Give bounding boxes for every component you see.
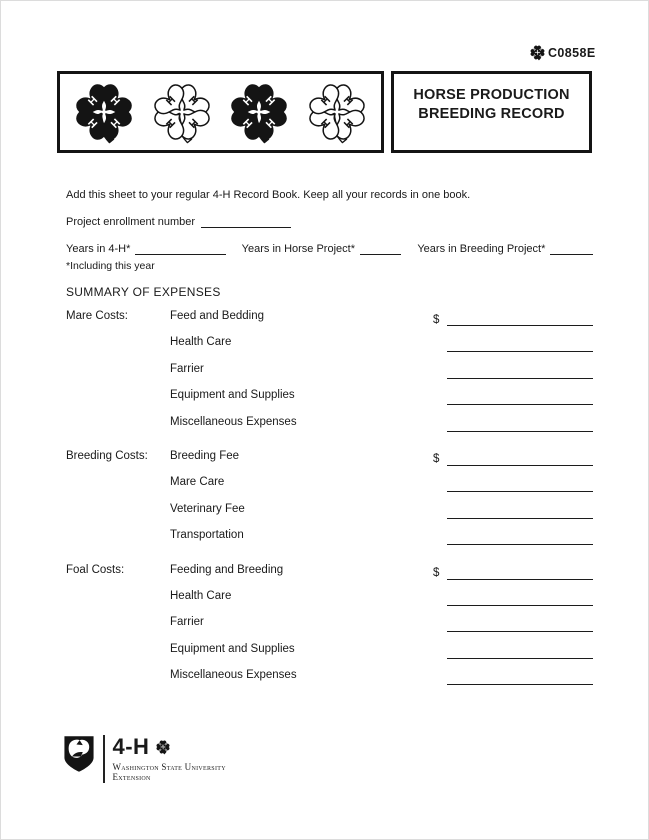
amount-write-in-line[interactable] — [447, 359, 593, 379]
expense-row — [66, 613, 593, 639]
expense-row — [66, 526, 593, 552]
expense-amount-field — [433, 413, 593, 432]
expense-row — [66, 447, 593, 473]
amount-write-in-line[interactable] — [447, 612, 593, 632]
publication-code-text: C0858E — [548, 45, 596, 60]
expense-amount-field — [433, 613, 593, 632]
expense-row — [66, 413, 593, 439]
summary-of-expenses-heading: SUMMARY OF EXPENSES — [66, 285, 221, 299]
expense-amount-field — [433, 333, 593, 352]
currency-sign: $ — [433, 453, 440, 466]
expense-row — [66, 333, 593, 359]
mare-costs-group — [66, 307, 593, 439]
cost-group-label: Foal Costs: — [66, 563, 125, 576]
years-in-breeding-project-write-in-line[interactable] — [550, 242, 593, 255]
expense-amount-field — [433, 360, 593, 379]
currency-sign: $ — [433, 567, 440, 580]
years-in-horse-project-write-in-line[interactable] — [360, 242, 401, 255]
expense-item-label: Farrier — [170, 362, 204, 375]
expense-amount-field — [433, 447, 593, 466]
enrollment-label: Project enrollment number — [66, 216, 196, 228]
years-in-breeding-project-label: Years in Breeding Project* — [417, 243, 546, 255]
amount-write-in-line[interactable] — [447, 412, 593, 432]
4h-clover-icon — [155, 739, 171, 755]
expense-item-label: Farrier — [170, 616, 204, 629]
expense-amount-field — [433, 640, 593, 659]
logo-text-block — [113, 735, 226, 783]
expense-row — [66, 587, 593, 613]
amount-write-in-line[interactable] — [447, 446, 593, 466]
logo-divider — [103, 735, 105, 783]
currency-sign: $ — [433, 313, 440, 326]
4h-clover-filled-icon — [225, 78, 293, 146]
clover-logo-strip — [57, 71, 384, 153]
amount-write-in-line[interactable] — [447, 525, 593, 545]
expense-amount-field — [433, 473, 593, 492]
publication-code — [529, 44, 596, 61]
expense-item-label: Miscellaneous Expenses — [170, 415, 297, 428]
org-name-text: Washington State University — [112, 762, 226, 772]
expense-item-label: Miscellaneous Expenses — [170, 669, 297, 682]
amount-write-in-line[interactable] — [447, 332, 593, 352]
years-in-4h-label: Years in 4-H* — [66, 243, 131, 255]
enrollment-field — [66, 215, 291, 228]
page-title-line2: BREEDING RECORD — [418, 106, 565, 122]
expense-table — [66, 307, 593, 692]
amount-write-in-line[interactable] — [447, 306, 593, 326]
expense-row — [66, 386, 593, 412]
expense-item-label: Transportation — [170, 529, 244, 542]
expense-item-label: Veterinary Fee — [170, 502, 245, 515]
expense-row — [66, 360, 593, 386]
foal-costs-group — [66, 561, 593, 693]
title-box — [391, 71, 592, 153]
years-in-horse-project-label: Years in Horse Project* — [241, 243, 355, 255]
expense-row — [66, 561, 593, 587]
expense-row — [66, 500, 593, 526]
years-in-breeding-project-field — [417, 242, 593, 255]
expense-item-label: Feeding and Breeding — [170, 563, 284, 576]
brand-line — [113, 735, 226, 759]
expense-amount-field — [433, 386, 593, 405]
expense-amount-field — [433, 666, 593, 685]
page-title-line1: HORSE PRODUCTION — [413, 87, 570, 104]
amount-write-in-line[interactable] — [447, 385, 593, 405]
expense-row — [66, 307, 593, 333]
expense-amount-field — [433, 307, 593, 326]
expense-amount-field — [433, 500, 593, 519]
4h-clover-filled-icon — [70, 78, 138, 146]
expense-row — [66, 473, 593, 499]
amount-write-in-line[interactable] — [447, 639, 593, 659]
years-in-horse-project-field — [242, 242, 418, 255]
wsu-extension-logo — [63, 735, 226, 783]
expense-item-label: Health Care — [170, 336, 232, 349]
amount-write-in-line[interactable] — [447, 499, 593, 519]
cost-group-label: Breeding Costs: — [66, 449, 148, 462]
amount-write-in-line[interactable] — [447, 472, 593, 492]
years-footnote: *Including this year — [66, 260, 155, 272]
expense-amount-field — [433, 587, 593, 606]
years-in-4h-write-in-line[interactable] — [135, 242, 225, 255]
expense-item-label: Equipment and Supplies — [170, 389, 295, 402]
4h-clover-icon — [529, 44, 546, 61]
years-in-4h-field — [66, 242, 242, 255]
cost-group-label: Mare Costs: — [66, 310, 128, 322]
org-extension-text: Extension — [112, 772, 151, 783]
instructions-text: Add this sheet to your regular 4-H Record Book. Keep all your records in one book. — [66, 189, 471, 201]
4h-clover-outline-icon — [148, 78, 216, 146]
enrollment-write-in-line[interactable] — [201, 215, 291, 228]
wsu-cougar-shield-icon — [63, 735, 95, 773]
expense-item-label: Breeding Fee — [170, 449, 240, 462]
expense-item-label: Feed and Bedding — [170, 310, 264, 322]
amount-write-in-line[interactable] — [447, 586, 593, 606]
brand-4h-text: 4-H — [112, 734, 150, 759]
header-banner — [57, 71, 592, 153]
expense-amount-field — [433, 561, 593, 580]
amount-write-in-line[interactable] — [447, 665, 593, 685]
expense-amount-field — [433, 526, 593, 545]
expense-item-label: Mare Care — [170, 476, 225, 489]
expense-item-label: Equipment and Supplies — [170, 642, 295, 655]
expense-row — [66, 640, 593, 666]
amount-write-in-line[interactable] — [447, 560, 593, 580]
expense-item-label: Health Care — [170, 589, 232, 602]
years-fields-row — [66, 242, 593, 255]
4h-clover-outline-icon — [303, 78, 371, 146]
breeding-costs-group — [66, 447, 593, 553]
expense-row — [66, 666, 593, 692]
